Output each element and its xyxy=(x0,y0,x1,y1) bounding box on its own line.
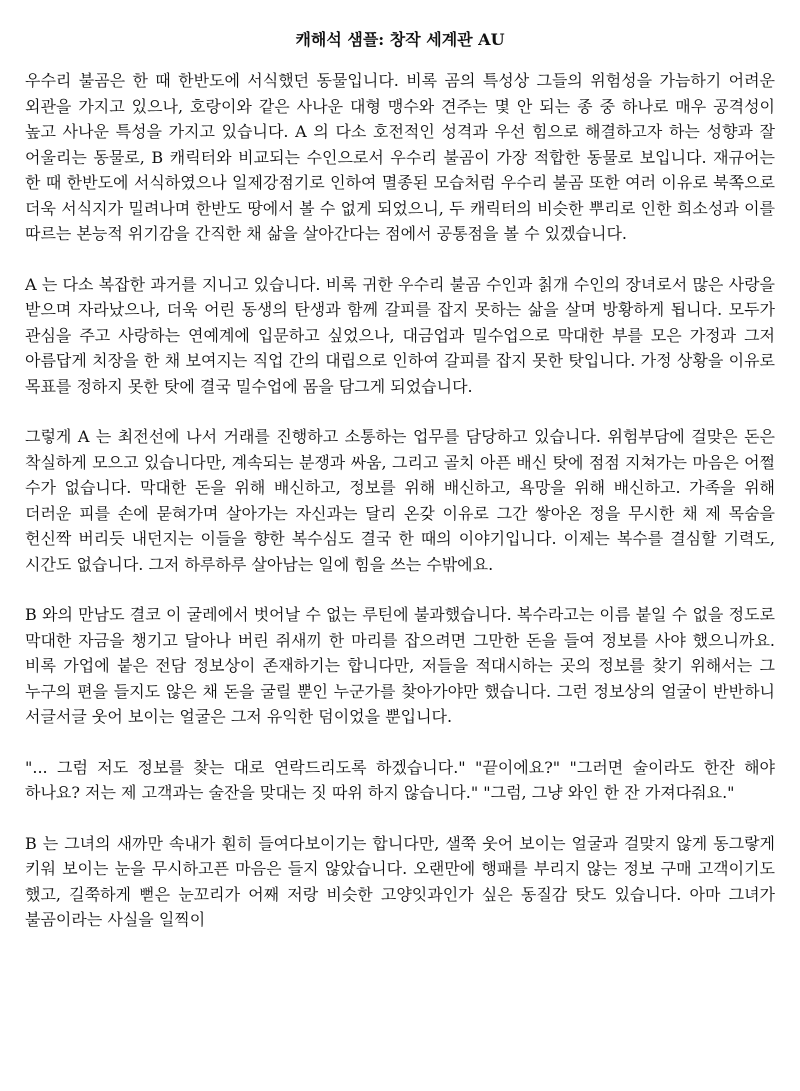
paragraph-2: A 는 다소 복잡한 과거를 지니고 있습니다. 비록 귀한 우수리 불곰 수인과 칡개 수인의 장녀로서 많은 사랑을 받으며 자라났으나, 더욱 어린 동생의 탄생과 함께 갈피를 잡지 못하는 삶을 살며 방황하게 됩니다. 모두가 관심을 주고 사랑하는 연예계에 입문하고 싶었으나, 대금업과 밀수업으로 막대한 부를 모은 가정과 그저 아름답게 치장을 한 채 보여지는 직업 간의 대립으로 인하여 갈피를 잡지 못한 탓입니다. 가정 상황을 이유로 목표를 정하지 못한 탓에 결국 밀수업에 몸을 담그게 되었습니다. xyxy=(25,274,775,396)
document-title: 캐해석 샘플: 창작 세계관 AU xyxy=(295,30,505,49)
paragraph-5-dialogue: "... 그럼 저도 정보를 찾는 대로 연락드리도록 하겠습니다." "끝이에요?" "그러면 술이라도 한잔 해야 하나요? 저는 제 고객과는 술잔을 맞대는 짓 따위 하지 않습니다." "그럼, 그냥 와인 한 잔 가져다줘요." xyxy=(25,757,775,802)
paragraph-1: 우수리 불곰은 한 때 한반도에 서식했던 동물입니다. 비록 곰의 특성상 그들의 위험성을 가늠하기 어려운 외관을 가지고 있으나, 호랑이와 같은 사나운 대형 맹수와 견주는 몇 안 되는 종 중 하나로 매우 공격성이 높고 사나운 특성을 가지고 있습니다. A 의 다소 호전적인 성격과 우선 힘으로 해결하고자 하는 성향과 잘 어울리는 동물로, B 캐릭터와 비교되는 수인으로서 우수리 불곰이 가장 적합한 동물로 보입니다. 재규어는 한 때 한반도에 서식하였으나 일제강점기로 인하여 멸종된 모습처럼 우수리 불곰 또한 여러 이유로 북쪽으로 더욱 서식지가 밀려나며 한반도 땅에서 볼 수 없게 되었으니, 두 캐릭터의 비슷한 뿌리로 인한 희소성과 이를 따르는 본능적 위기감을 간직한 채 삶을 살아간다는 점에서 공통점을 볼 수 있겠습니다. xyxy=(25,71,775,243)
paragraph-3: 그렇게 A 는 최전선에 나서 거래를 진행하고 소통하는 업무를 담당하고 있습니다. 위험부담에 걸맞은 돈은 착실하게 모으고 있습니다만, 계속되는 분쟁과 싸움, 그리고 골치 아픈 배신 탓에 점점 지쳐가는 마음은 어쩔 수가 없습니다. 막대한 돈을 위해 배신하고, 정보를 위해 배신하고, 욕망을 위해 배신하고. 가족을 위해 더러운 피를 손에 묻혀가며 살아가는 자신과는 달리 온갖 이유로 그간 쌓아온 정을 무시한 채 제 목숨을 헌신짝 버리듯 내던지는 이들을 향한 복수심도 결국 한 때의 이야기입니다. 이제는 복수를 결심할 기력도, 시간도 없습니다. 그저 하루하루 살아남는 일에 힘을 쓰는 수밖에요. xyxy=(25,427,775,574)
paragraph-6: B 는 그녀의 새까만 속내가 훤히 들여다보이기는 합니다만, 샐쭉 웃어 보이는 얼굴과 걸맞지 않게 동그랗게 키워 보이는 눈을 무시하고픈 마음은 들지 않았습니다. 오랜만에 행패를 부리지 않는 정보 구매 고객이기도 했고, 길쭉하게 뻗은 눈꼬리가 어째 저랑 비슷한 고양잇과인가 싶은 동질감 탓도 있습니다. 아마 그녀가 불곰이라는 사실을 일찍이 xyxy=(25,833,775,929)
document-page xyxy=(25,30,775,933)
paragraph-4: B 와의 만남도 결코 이 굴레에서 벗어날 수 없는 루틴에 불과했습니다. 복수라고는 이름 붙일 수 없을 정도로 막대한 자금을 챙기고 달아나 버린 쥐새끼 한 마리를 잡으려면 그만한 돈을 들여 정보를 사야 했으니까요. 비록 가업에 붙은 전담 정보상이 존재하기는 합니다만, 저들을 적대시하는 곳의 정보를 찾기 위해서는 그 누구의 편을 들지도 않은 채 돈을 굴릴 뿐인 누군가를 찾아가야만 했습니다. 그런 정보상의 얼굴이 반반하니 서글서글 웃어 보이는 얼굴은 그저 유익한 덤이었을 뿐입니다. xyxy=(25,605,775,726)
document-body xyxy=(25,68,775,933)
